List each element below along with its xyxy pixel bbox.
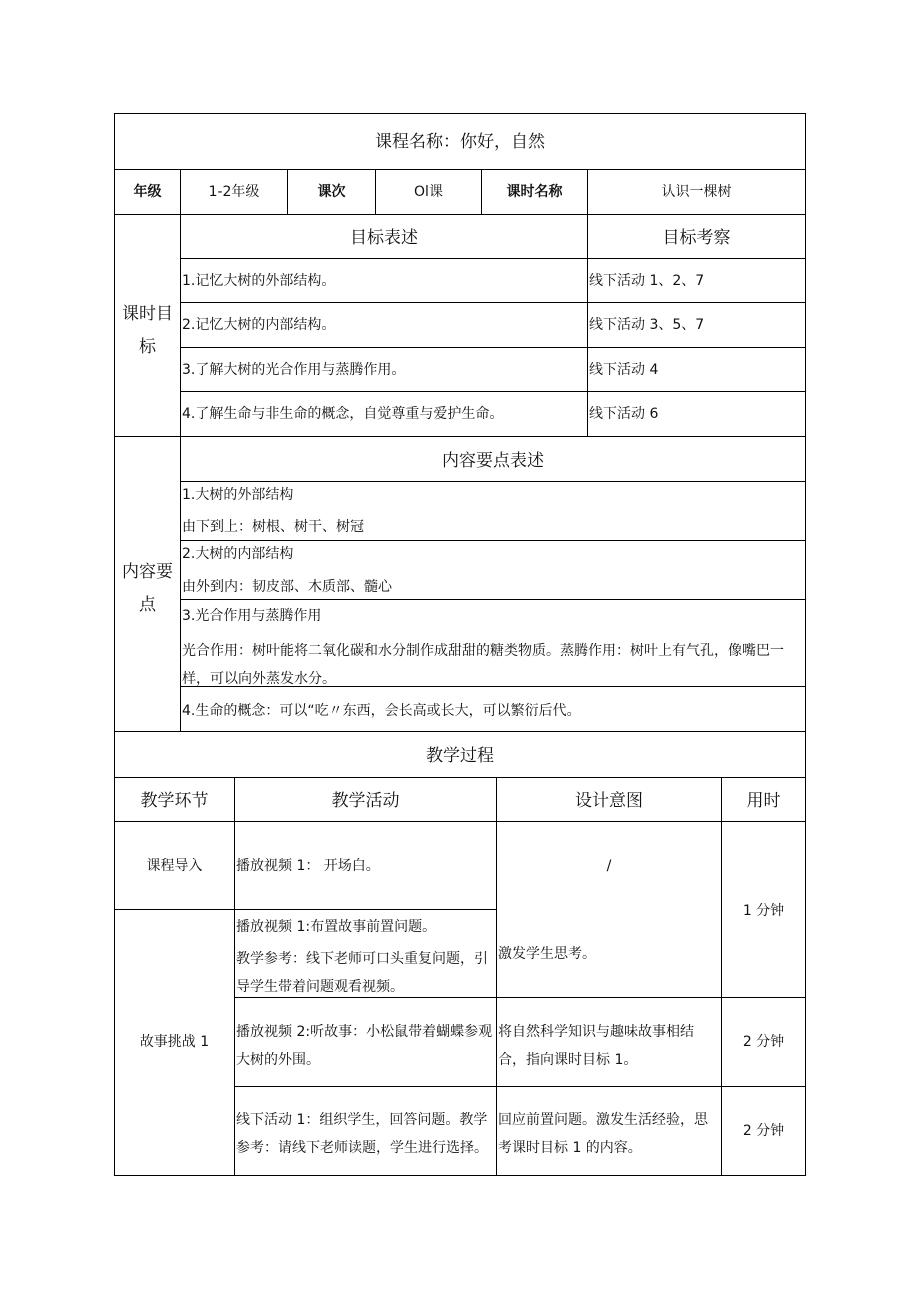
story-intent-2: 将自然科学知识与趣味故事相结合，指向课时目标 1。 (498, 1024, 694, 1068)
header-activity: 教学活动 (331, 791, 400, 811)
goal-1-text: 1.记忆大树的外部结构。 (182, 273, 336, 289)
lesson-value: Ol课 (414, 184, 443, 200)
goal-4-text: 4.了解生命与非生命的概念，自觉尊重与爱护生命。 (182, 406, 504, 422)
content-item-2-title: 2.大树的内部结构 (182, 546, 294, 562)
story-activity-3: 线下活动 1：组织学生，回答问题。教学参考：请线下老师读题，学生进行选择。 (236, 1112, 488, 1156)
process-title: 教学过程 (426, 746, 494, 766)
goal-2-text: 2.记忆大树的内部结构。 (182, 317, 336, 333)
content-item-2-text: 由外到内：韧皮部、木质部、髓心 (182, 579, 392, 595)
goal-4-check: 线下活动 6 (589, 406, 659, 422)
time-2: 2 分钟 (742, 1034, 785, 1050)
goals-section-label-1: 课时目 (122, 304, 173, 324)
intro-stage: 课程导入 (146, 858, 203, 874)
content-section-label-1: 内容要 (122, 562, 173, 582)
course-title: 课程名称：你好，自然 (375, 132, 545, 152)
header-stage: 教学环节 (140, 791, 209, 811)
content-item-4-text: 4.生命的概念：可以“吃〃东西，会长高或长大，可以繁衍后代。 (182, 703, 581, 719)
story-activity-1-line2: 教学参考：线下老师可口头重复问题，引导学生带着问题观看视频。 (236, 951, 488, 995)
header-time: 用时 (746, 791, 781, 811)
header-intent: 设计意图 (575, 791, 643, 811)
story-stage: 故事挑战 1 (139, 1034, 210, 1050)
intro-intent: / (606, 858, 612, 874)
goal-2-check: 线下活动 3、5、7 (589, 317, 705, 333)
intro-activity: 播放视频 1： 开场白。 (236, 858, 380, 874)
goals-header-check: 目标考察 (662, 228, 731, 248)
lesson-name-label: 课时名称 (506, 184, 563, 200)
goal-1-check: 线下活动 1、2、7 (589, 273, 705, 289)
story-intent-3: 回应前置问题。激发生活经验，思考课时目标 1 的内容。 (498, 1112, 708, 1156)
content-header: 内容要点表述 (442, 451, 544, 471)
content-section-label-2: 点 (139, 595, 156, 615)
goals-section-label-2: 标 (139, 337, 156, 357)
grade-value: 1-2年级 (208, 184, 260, 200)
goal-3-check: 线下活动 4 (589, 362, 659, 378)
content-item-3-text: 光合作用：树叶能将二氧化碳和水分制作成甜甜的糖类物质。蒸腾作用：树叶上有气孔，像嘴巴一样，可以向外蒸发水分。 (182, 643, 784, 687)
story-intent-1: 激发学生思考。 (498, 946, 596, 962)
content-item-1-text: 由下到上：树根、树干、树冠 (182, 519, 364, 535)
grade-label: 年级 (133, 184, 162, 200)
story-activity-2: 播放视频 2:听故事：小松鼠带着蝴蝶参观大树的外围。 (236, 1024, 493, 1068)
time-1: 1 分钟 (742, 903, 785, 919)
goal-3-text: 3.了解大树的光合作用与蒸腾作用。 (182, 362, 406, 378)
lesson-label: 课次 (317, 184, 346, 200)
story-activity-1-line1: 播放视频 1:布置故事前置问题。 (236, 919, 437, 935)
lesson-name-value: 认识一棵树 (661, 184, 732, 200)
content-item-1-title: 1.大树的外部结构 (182, 487, 294, 503)
time-3: 2 分钟 (742, 1123, 785, 1139)
goals-header-desc: 目标表述 (350, 228, 418, 248)
content-item-3-title: 3.光合作用与蒸腾作用 (182, 608, 322, 624)
